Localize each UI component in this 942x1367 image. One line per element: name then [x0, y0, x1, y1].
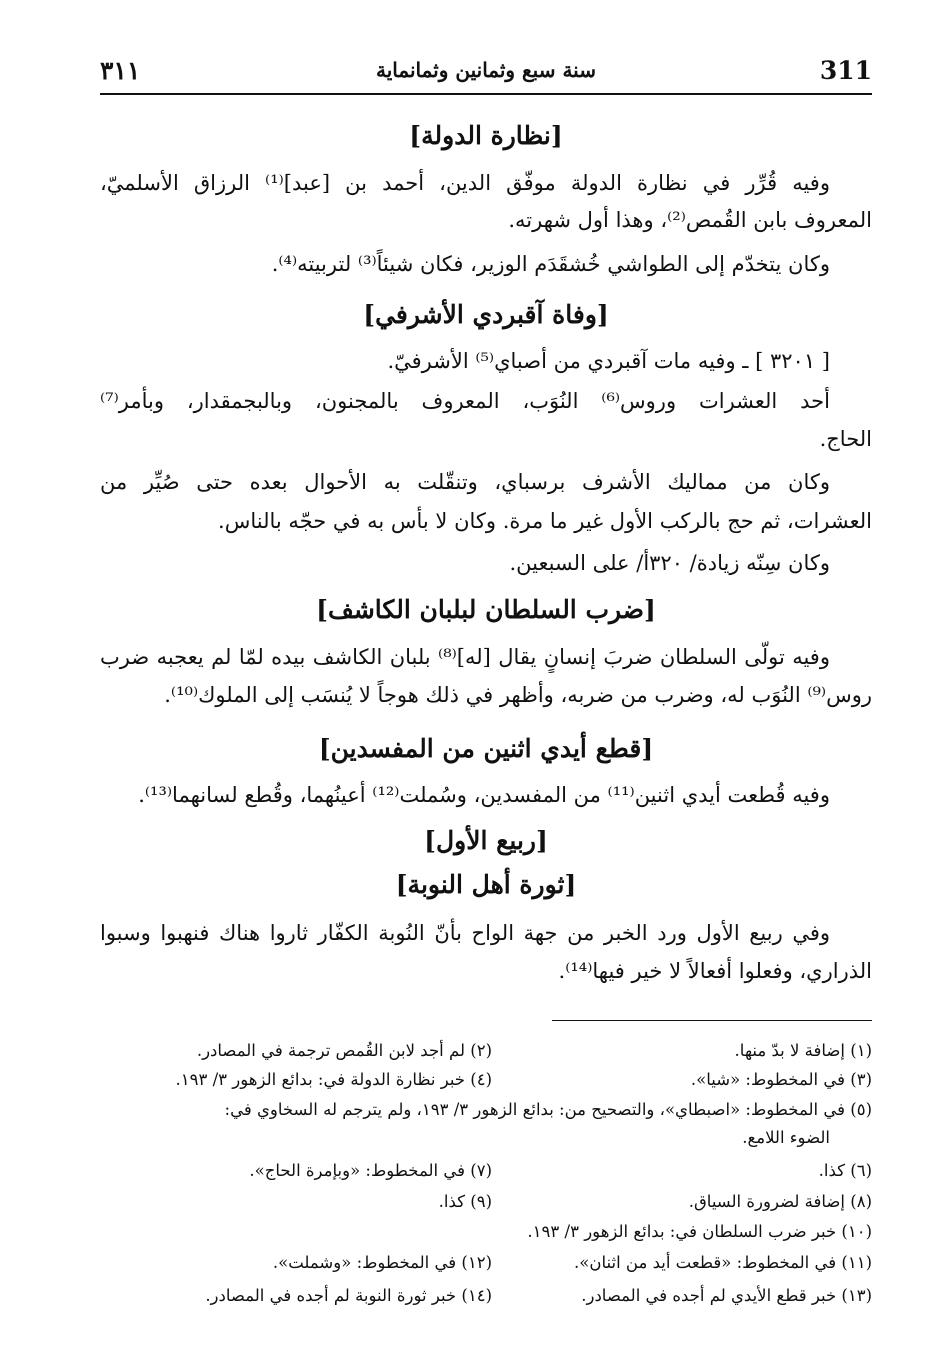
footnote: (٩) كذا. — [438, 1192, 492, 1211]
text-line: وفي ربيع الأول ورد الخبر من جهة الواح بأنّ النُوبة الكفّار ثاروا هناك فنهبوا وسبوا — [100, 921, 830, 945]
text-line: وكان سِنّه زيادة/ ٣٢٠أ/ على السبعين. — [509, 551, 830, 575]
text-line: وكان يتخدّم إلى الطواشي خُشقَدَم الوزير، فكان شيئاً⁽³⁾ لتربيته⁽⁴⁾. — [271, 252, 830, 276]
text-line: وكان من مماليك الأشرف برسباي، وتنقّلت به الأحوال بعده حتى صُيِّر من — [100, 470, 830, 494]
section-heading: [نظارة الدولة] — [409, 121, 563, 150]
text-line: العشرات، ثم حج بالركب الأول غير ما مرة. وكان لا بأس به في حجّه بالناس. — [218, 509, 872, 533]
footnote: (٤) خبر نظارة الدولة في: بدائع الزهور ٣/ ١٩٣. — [175, 1070, 492, 1089]
page-number-latin: 311 — [819, 56, 872, 85]
footnote-continuation: الضوء اللامع. — [742, 1128, 830, 1147]
section-heading: [ثورة أهل النوبة] — [395, 870, 577, 899]
running-title: سنة سبع وثمانين وثمانماية — [376, 58, 596, 82]
footnote: (٧) في المخطوط: «وبإمرة الحاج». — [249, 1161, 492, 1180]
text-line: [ ٣٢٠١ ] ـ وفيه مات آقبردي من أصباي⁽⁵⁾ الأشرفيّ. — [387, 349, 830, 373]
footnote: (٦) كذا. — [818, 1161, 872, 1180]
text-line: المعروف بابن القُمص⁽²⁾، وهذا أول شهرته. — [508, 208, 872, 232]
footnote: (٨) إضافة لضرورة السياق. — [688, 1192, 872, 1211]
footnote: (٢) لم أجد لابن القُمص ترجمة في المصادر. — [196, 1041, 492, 1060]
section-heading: [ربيع الأول] — [424, 826, 548, 855]
text-line: أحد العشرات وروس⁽⁶⁾ النُوَب، المعروف بالمجنون، وبالبجمقدار، وبأمر⁽⁷⁾ — [100, 389, 830, 413]
section-heading: [ضرب السلطان لبلبان الكاشف] — [316, 595, 656, 624]
text-line: وفيه تولّى السلطان ضربَ إنسانٍ يقال [له]⁽⁸⁾ بلبان الكاشف بيده لمّا لم يعجبه ضرب — [100, 645, 830, 669]
section-heading: [قطع أيدي اثنين من المفسدين] — [318, 734, 654, 763]
text-line: وفيه قُرِّر في نظارة الدولة موفّق الدين، أحمد بن [عبد]⁽¹⁾ الرزاق الأسلميّ، — [100, 171, 830, 195]
section-heading: [وفاة آقبردي الأشرفي] — [363, 300, 609, 329]
footnote-rule — [552, 1020, 872, 1021]
footnote: (١) إضافة لا بدّ منها. — [734, 1041, 872, 1060]
page-number-arabic: ٣١١ — [100, 56, 141, 85]
text-line: روس⁽⁹⁾ النُوَب له، وضرب من ضربه، وأظهر في ذلك هوجاً لا يُنسَب إلى الملوك⁽¹⁰⁾. — [164, 683, 872, 707]
footnote: (١٣) خبر قطع الأيدي لم أجده في المصادر. — [581, 1286, 872, 1305]
text-line: الذراري، وفعلوا أفعالاً لا خير فيها⁽¹⁴⁾. — [558, 959, 872, 983]
footnote: (١٢) في المخطوط: «وشملت». — [272, 1253, 492, 1272]
footnote: (١١) في المخطوط: «قطعت أيد من اثنان». — [574, 1253, 872, 1272]
page-header — [100, 50, 872, 94]
text-line: وفيه قُطعت أيدي اثنين⁽¹¹⁾ من المفسدين، وسُملت⁽¹²⁾ أعينُهما، وقُطع لسانهما⁽¹³⁾. — [138, 783, 830, 807]
text-line: الحاج. — [819, 427, 872, 451]
footnote: (٥) في المخطوط: «اصبطاي»، والتصحيح من: بدائع الزهور ٣/ ١٩٣، ولم يترجم له السخاوي في: — [224, 1100, 872, 1119]
header-rule — [100, 93, 872, 95]
footnote: (٣) في المخطوط: «شيا». — [690, 1070, 872, 1089]
footnote: (١٠) خبر ضرب السلطان في: بدائع الزهور ٣/ ١٩٣. — [527, 1222, 872, 1241]
footnote: (١٤) خبر ثورة النوبة لم أجده في المصادر. — [205, 1286, 492, 1305]
